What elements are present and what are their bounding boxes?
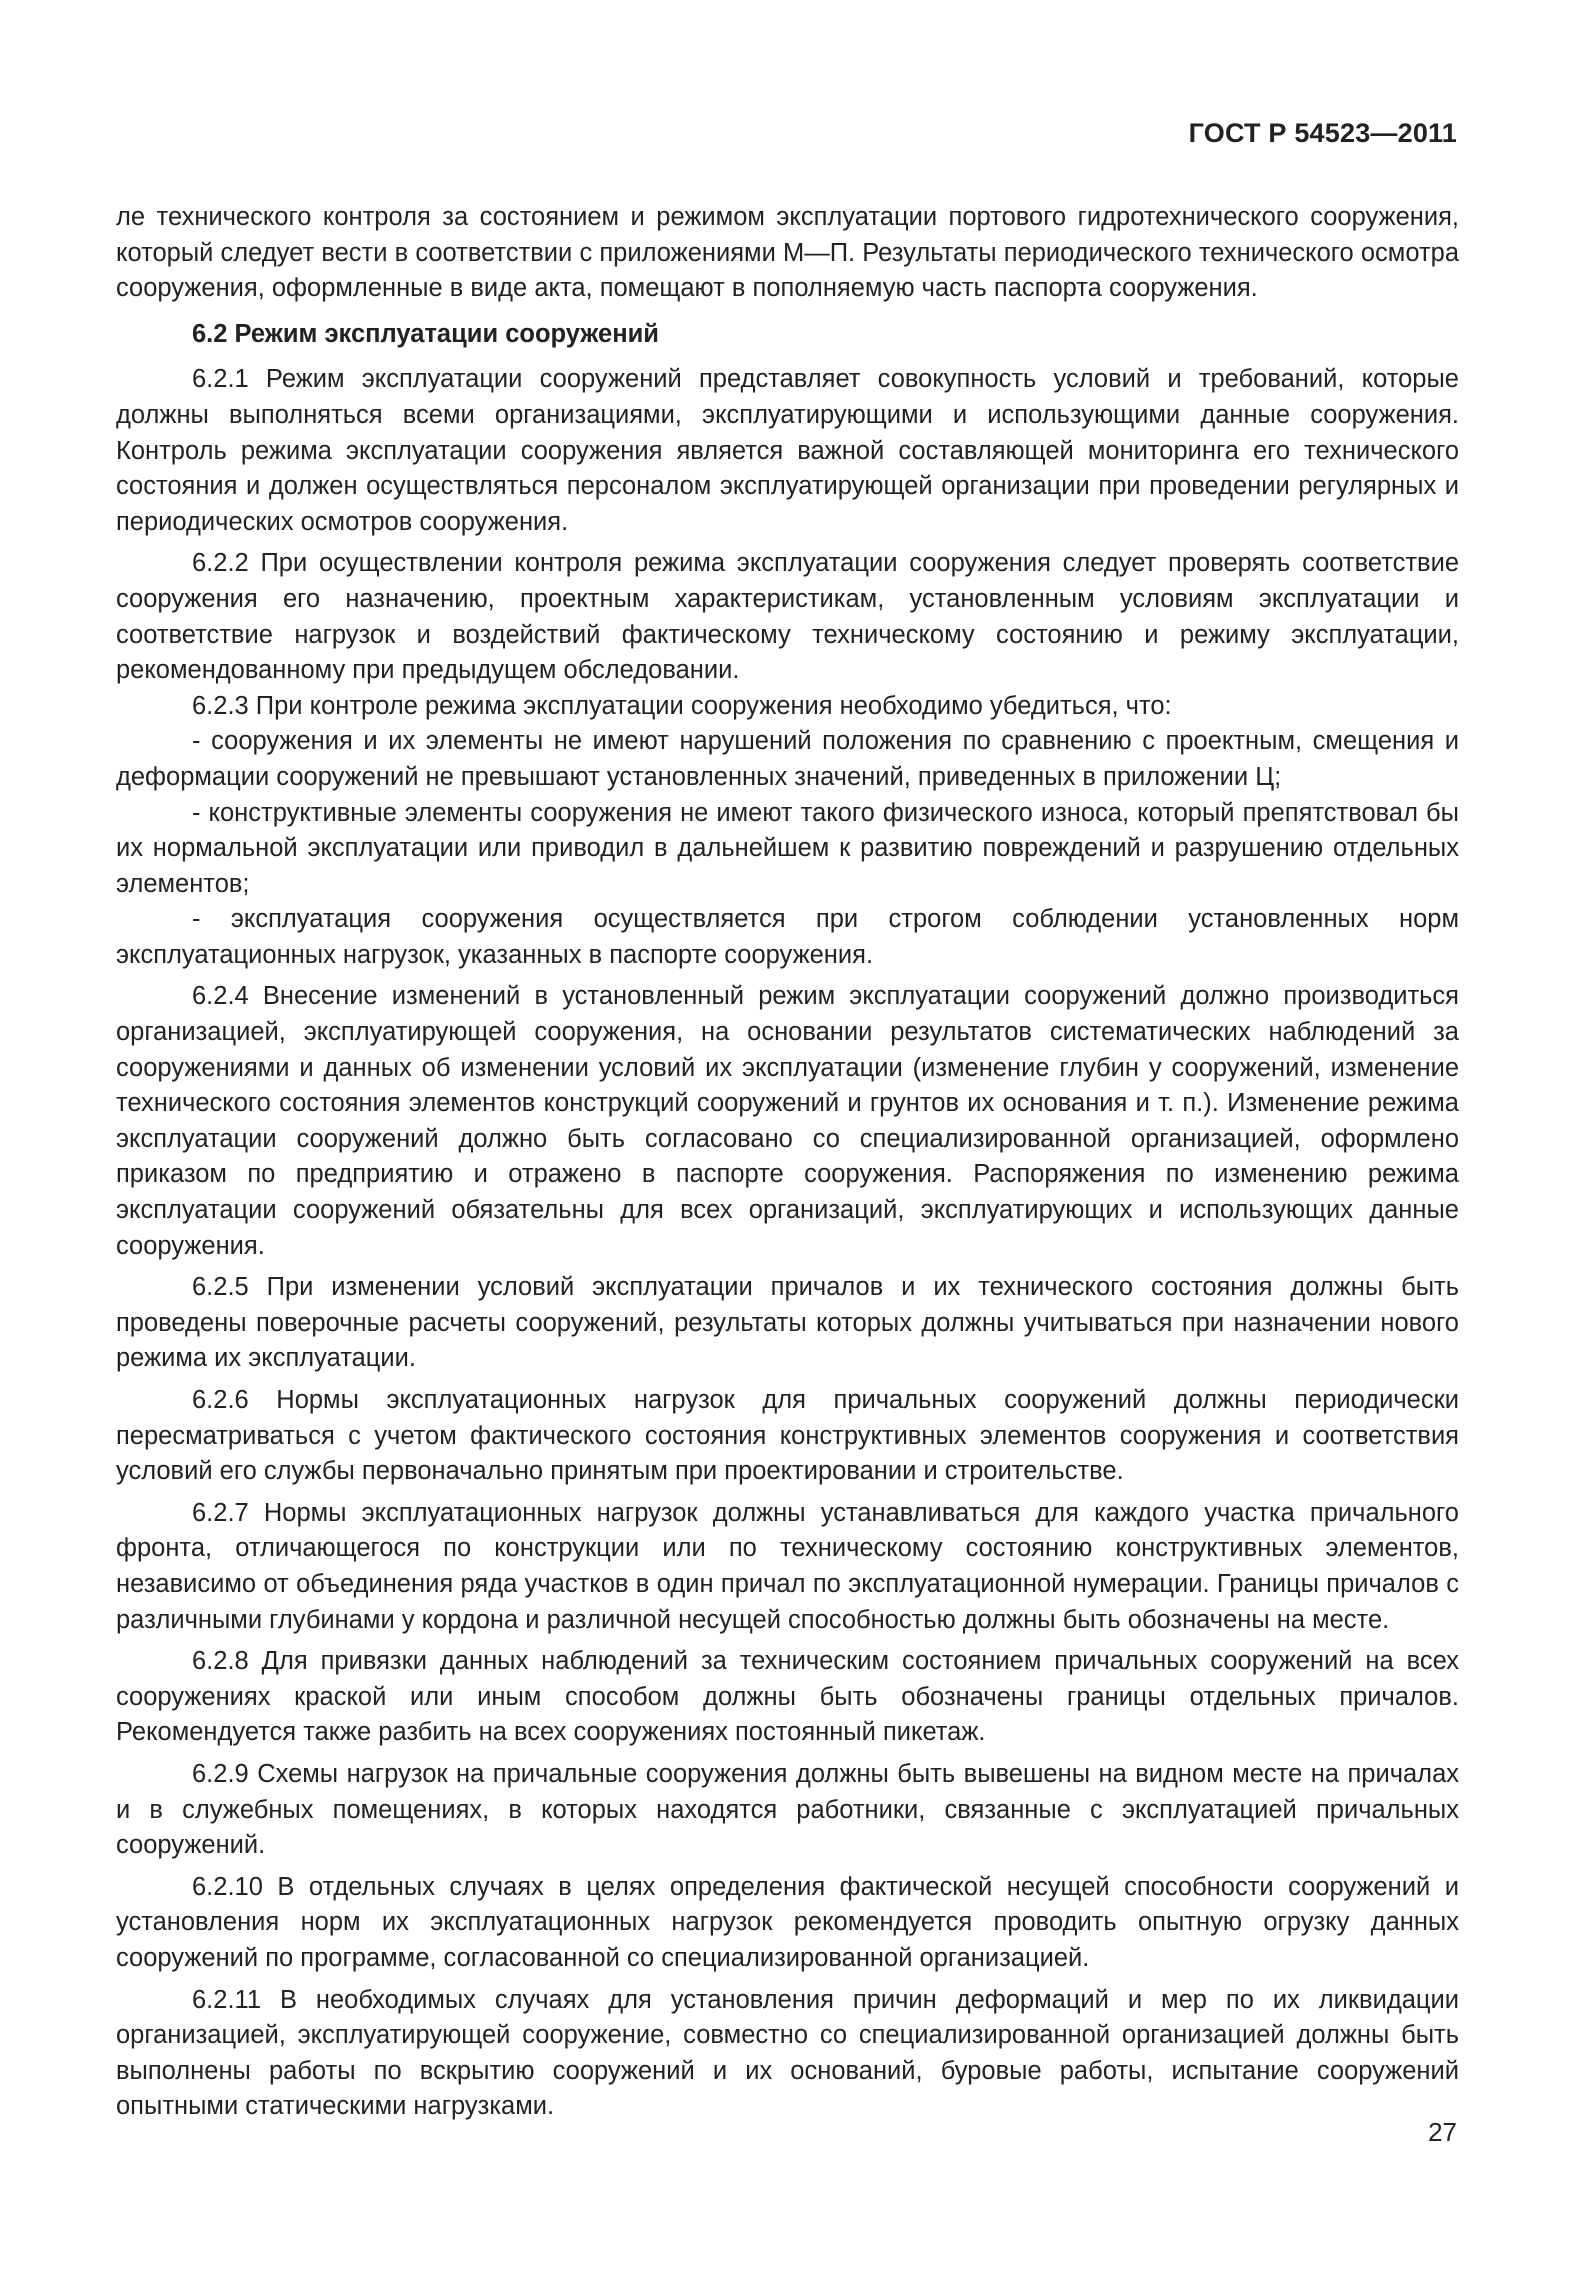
paragraph-6-2-11: 6.2.11 В необходимых случаях для установления причин деформаций и мер по их ликвидации организацией, эксплуатирующей сооружение, совместно со специализированной организацией должны быть выполнены работы по вскрытию сооружений и их оснований, буровые работы, испытание сооружений опытными статическими нагрузками.	[116, 1985, 1459, 2121]
list-item-2: - конструктивные элементы сооружения не имеют такого физического износа, который препятствовал бы их нормальной эксплуатации или приводил в дальнейшем к развитию повреждений и разрушению отдельных элементов;	[116, 798, 1459, 898]
intro-paragraph: ле технического контроля за состоянием и режимом эксплуатации портового гидротехнического сооружения, который следует вести в соответствии с приложениями М—П. Результаты периодического технического осмотра сооружения, оформленные в виде акта, помещают в пополняемую часть паспорта сооружения.	[116, 203, 1459, 303]
paragraph-6-2-9: 6.2.9 Схемы нагрузок на причальные сооружения должны быть вывешены на видном месте на причалах и в служебных помещениях, в которых находятся работники, связанные с эксплуатацией причальных сооружений.	[116, 1759, 1459, 1860]
paragraph-6-2-6: 6.2.6 Нормы эксплуатационных нагрузок для причальных сооружений должны периодически пересматриваться с учетом фактического состояния конструктивных элементов сооружения и соответствия условий его службы первоначально принятым при проектировании и строительстве.	[116, 1386, 1459, 1486]
document-code-header: ГОСТ Р 54523—2011	[1188, 118, 1457, 148]
paragraph-6-2-5: 6.2.5 При изменении условий эксплуатации причалов и их технического состояния должны быть проведены поверочные расчеты сооружений, результаты которых должны учитываться при назначении нового режима их эксплуатации.	[116, 1273, 1459, 1373]
paragraph-6-2-8: 6.2.8 Для привязки данных наблюдений за техническим состоянием причальных сооружений на всех сооружениях краской или иным способом должны быть обозначены границы отдельных причалов. Рекомендуется также разбить на всех сооружениях постоянный пикетаж.	[116, 1647, 1459, 1747]
list-item-3: - эксплуатация сооружения осуществляется при строгом соблюдении установленных норм эксплуатационных нагрузок, указанных в паспорте сооружения.	[116, 905, 1459, 969]
paragraph-6-2-10: 6.2.10 В отдельных случаях в целях определения фактической несущей способности сооружений и установления норм их эксплуатационных нагрузок рекомендуется проводить опытную огрузку данных сооружений по программе, согласованной со специализированной организацией.	[116, 1872, 1459, 1972]
paragraph-6-2-4: 6.2.4 Внесение изменений в установленный режим эксплуатации сооружений должно производиться организацией, эксплуатирующей сооружения, на основании результатов систематических наблюдений за сооружениями и данных об изменении условий их эксплуатации (изменение глубин у сооружений, изменение технического состояния элементов конструкций сооружений и грунтов их основания и т. п.). Изменение режима эксплуатации сооружений должно быть согласовано со специализированной организацией, оформлено приказом по предприятию и отражено в паспорте сооружения. Распоряжения по изменению режима эксплуатации сооружений обязательны для всех организаций, эксплуатирующих и использующих данные сооружения.	[116, 982, 1459, 1260]
page-number: 27	[1428, 2117, 1457, 2147]
document-body	[116, 200, 1459, 2125]
paragraph-6-2-1: 6.2.1 Режим эксплуатации сооружений представляет совокупность условий и требований, которые должны выполняться всеми организациями, эксплуатирующими и использующими данные сооружения. Контроль режима эксплуатации сооружения является важной составляющей мониторинга его технического состояния и должен осуществляться персоналом эксплуатирующей организации при проведении регулярных и периодических осмотров сооружения.	[116, 365, 1459, 536]
section-title: 6.2 Режим эксплуатации сооружений	[192, 319, 659, 348]
paragraph-6-2-3: 6.2.3 При контроле режима эксплуатации сооружения необходимо убедиться, что:	[192, 691, 1172, 720]
list-item-1: - сооружения и их элементы не имеют нарушений положения по сравнению с проектным, смещения и деформации сооружений не превышают установленных значений, приведенных в приложении Ц;	[116, 727, 1459, 791]
paragraph-6-2-2: 6.2.2 При осуществлении контроля режима эксплуатации сооружения следует проверять соответствие сооружения его назначению, проектным характеристикам, установленным условиям эксплуатации и соответствие нагрузок и воздействий фактическому техническому состоянию и режиму эксплуатации, рекомендованному при предыдущем обследовании.	[116, 549, 1459, 685]
paragraph-6-2-7: 6.2.7 Нормы эксплуатационных нагрузок должны устанавливаться для каждого участка причального фронта, отличающегося по конструкции или по техническому состоянию конструктивных элементов, независимо от объединения ряда участков в один причал по эксплуатационной нумерации. Границы причалов с различными глубинами у кордона и различной несущей способностью должны быть обозначены на месте.	[116, 1498, 1459, 1634]
